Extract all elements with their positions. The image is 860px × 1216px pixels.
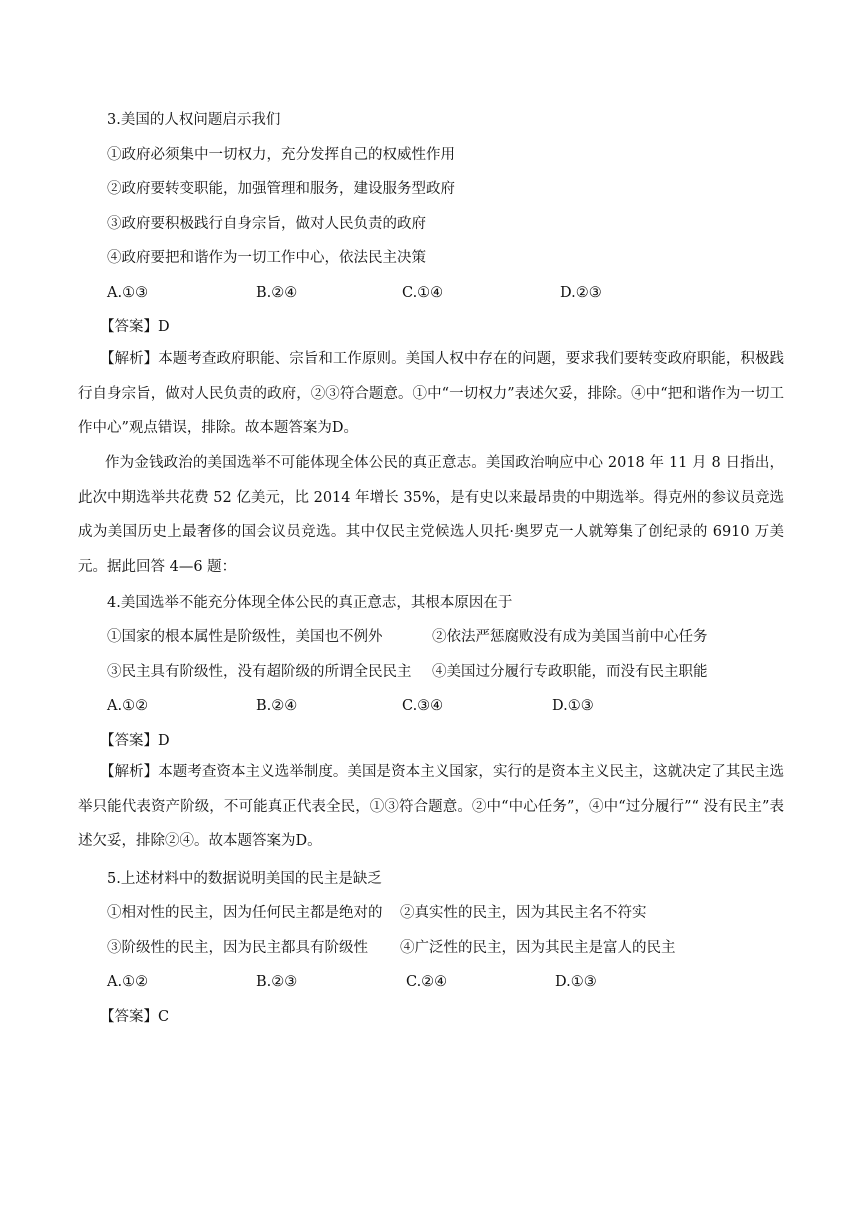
q4-analysis: 【解析】本题考查资本主义选举制度。美国是资本主义国家，实行的是资本主义民主，这就决定了其民主选举只能代表资产阶级，不可能真正代表全民，①③符合题意。②中“中心任务”，④中“过分履行”“ 没有民主”表述欠妥，排除②④。故本题答案为D。 — [78, 764, 784, 849]
q3-stem: 3.美国的人权问题启示我们 — [107, 112, 281, 128]
q5-stem: 5.上述材料中的数据说明美国的民主是缺乏 — [107, 871, 382, 887]
q4-option-b: B.②④ — [256, 698, 298, 714]
q3-option-d: D.②③ — [560, 285, 602, 301]
q4-option-a: A.①② — [107, 698, 149, 714]
q5-option-d: D.①③ — [555, 974, 597, 990]
q4-answer: 【答案】D — [100, 733, 170, 749]
q3-item-3: ③政府要积极践行自身宗旨，做对人民负责的政府 — [107, 216, 426, 232]
q3-option-b: B.②④ — [256, 285, 298, 301]
q5-item-3: ③阶级性的民主，因为民主都具有阶级性 — [107, 940, 368, 956]
material-paragraph: 作为金钱政治的美国选举不可能体现全体公民的真正意志。美国政治响应中心 2018 年 11 月 8 日指出，此次中期选举共花费 52 亿美元，比 2014 年增长 35%，是有史以来最昂贵的中期选举。得克州的参议员竞选成为美国历史上最奢侈的国会议员竞选。其中仅民主党候选人贝托·奥罗克一人就筹集了创纪录的 6910 万美元。据此回答 4—6 题： — [78, 455, 784, 575]
q5-option-b: B.②③ — [256, 974, 298, 990]
q3-answer: 【答案】D — [100, 319, 170, 335]
q5-answer: 【答案】C — [100, 1009, 170, 1025]
q4-item-3: ③民主具有阶级性，没有超阶级的所谓全民民主 — [107, 664, 412, 680]
q3-option-c: C.①④ — [402, 285, 444, 301]
q5-option-c: C.②④ — [406, 974, 448, 990]
q4-item-2: ②依法严惩腐败没有成为美国当前中心任务 — [432, 629, 708, 645]
q4-stem: 4.美国选举不能充分体现全体公民的真正意志，其根本原因在于 — [107, 595, 513, 611]
q4-item-1: ①国家的根本属性是阶级性，美国也不例外 — [107, 629, 383, 645]
q3-item-4: ④政府要把和谐作为一切工作中心，依法民主决策 — [107, 250, 426, 266]
q3-item-2: ②政府要转变职能，加强管理和服务，建设服务型政府 — [107, 181, 455, 197]
q4-option-d: D.①③ — [552, 698, 594, 714]
q5-item-1: ①相对性的民主，因为任何民主都是绝对的 — [107, 905, 383, 921]
q5-option-a: A.①② — [107, 974, 149, 990]
q5-item-4: ④广泛性的民主，因为其民主是富人的民主 — [400, 940, 676, 956]
q3-analysis: 【解析】本题考查政府职能、宗旨和工作原则。美国人权中存在的问题，要求我们要转变政府职能，积极践行自身宗旨，做对人民负责的政府，②③符合题意。①中“一切权力”表述欠妥，排除。④中“把和谐作为一切工作中心”观点错误，排除。故本题答案为D。 — [78, 351, 784, 436]
q3-option-a: A.①③ — [107, 285, 149, 301]
q3-item-1: ①政府必须集中一切权力，充分发挥自己的权威性作用 — [107, 147, 455, 163]
q4-item-4: ④美国过分履行专政职能，而没有民主职能 — [432, 664, 708, 680]
q5-item-2: ②真实性的民主，因为其民主名不符实 — [400, 905, 647, 921]
q4-option-c: C.③④ — [402, 698, 444, 714]
